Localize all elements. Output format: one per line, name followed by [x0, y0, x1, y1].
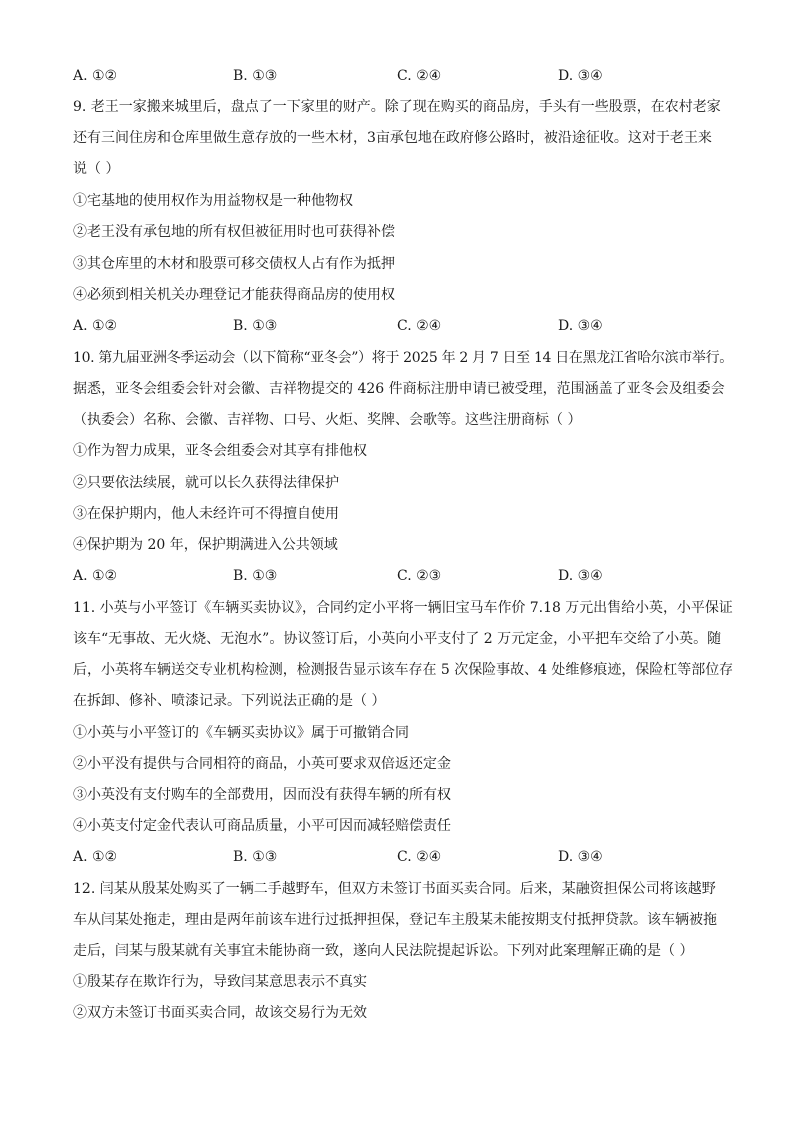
- q9-option-c: C. ②④: [397, 318, 442, 334]
- q9-option-d: D. ③④: [558, 318, 603, 334]
- q11-option-d: D. ③④: [558, 849, 603, 865]
- q11-statement-2: ②小平没有提供与合同相符的商品，小英可要求双倍返还定金: [73, 756, 451, 772]
- q10-statement-3: ③在保护期内，他人未经许可不得擅自使用: [73, 506, 339, 522]
- q11-option-c: C. ②④: [397, 849, 442, 865]
- q11-statement-4: ④小英支付定金代表认可商品质量，小平可因而减轻赔偿责任: [73, 818, 451, 834]
- q10-statement-1: ①作为智力成果，亚冬会组委会对其享有排他权: [73, 443, 367, 459]
- q10-statement-2: ②只要依法续展，就可以长久获得法律保护: [73, 475, 339, 491]
- q8-option-d: D. ③④: [558, 68, 603, 84]
- q9-stem-line: 说（ ）: [73, 161, 120, 177]
- q8-option-c: C. ②④: [397, 68, 442, 84]
- q9-options: [73, 316, 733, 336]
- q10-stem-line: 据悉，亚冬会组委会针对会徽、吉祥物提交的 426 件商标注册申请已被受理，范围涵盖了亚冬会及组委会: [73, 381, 725, 397]
- q10-option-d: D. ③④: [558, 568, 603, 584]
- q11-stem-line: 11. 小英与小平签订《车辆买卖协议》，合同约定小平将一辆旧宝马车作价 7.18 万元出售给小英，小平保证: [73, 600, 733, 616]
- q9-statement-1: ①宅基地的使用权作为用益物权是一种他物权: [73, 193, 353, 209]
- q11-option-b: B. ①③: [233, 849, 278, 865]
- q12-statement-2: ②双方未签订书面买卖合同，故该交易行为无效: [73, 1005, 367, 1021]
- q9-statement-2: ②老王没有承包地的所有权但被征用时也可获得补偿: [73, 224, 395, 240]
- q8-option-b: B. ①③: [233, 68, 278, 84]
- q9-stem-line: 还有三间住房和仓库里做生意存放的一些木材，3亩承包地在政府修公路时，被沿途征收。这对于老王来: [73, 130, 712, 146]
- q9-option-a: A. ①②: [73, 318, 118, 334]
- q10-stem-line: 10. 第九届亚洲冬季运动会（以下简称“亚冬会”）将于 2025 年 2 月 7 日至 14 日在黑龙江省哈尔滨市举行。: [73, 350, 733, 366]
- q9-option-b: B. ①③: [233, 318, 278, 334]
- q12-statement-1: ①殷某存在欺诈行为，导致闫某意思表示不真实: [73, 974, 367, 990]
- q11-options: [73, 847, 733, 867]
- q10-options: [73, 566, 733, 586]
- q8-option-a: A. ①②: [73, 68, 118, 84]
- q9-statement-3: ③其仓库里的木材和股票可移交债权人占有作为抵押: [73, 256, 395, 272]
- q11-stem-line: 该车“无事故、无火烧、无泡水”。协议签订后，小英向小平支付了 2 万元定金，小平把车交给了小英。随: [73, 631, 722, 647]
- q9-statement-4: ④必须到相关机关办理登记才能获得商品房的使用权: [73, 287, 395, 303]
- q11-option-a: A. ①②: [73, 849, 118, 865]
- q12-stem-line: 12. 闫某从殷某处购买了一辆二手越野车，但双方未签订书面买卖合同。后来，某融资担保公司将该越野: [73, 881, 716, 897]
- q10-statement-4: ④保护期为 20 年，保护期满进入公共领域: [73, 537, 338, 553]
- q12-stem-line: 走后，闫某与殷某就有关事宜未能协商一致，遂向人民法院提起诉讼。下列对此案理解正确的是（ ）: [73, 943, 694, 959]
- q9-stem-line: 9. 老王一家搬来城里后，盘点了一下家里的财产。除了现在购买的商品房，手头有一些股票，在农村老家: [73, 99, 721, 115]
- q10-option-c: C. ②③: [397, 568, 442, 584]
- q10-option-b: B. ①③: [233, 568, 278, 584]
- q10-stem-line: （执委会）名称、会徽、吉祥物、口号、火炬、奖牌、会歌等。这些注册商标（ ）: [73, 412, 582, 428]
- q8-options: [73, 66, 733, 86]
- q10-option-a: A. ①②: [73, 568, 118, 584]
- q11-statement-1: ①小英与小平签订的《车辆买卖协议》属于可撤销合同: [73, 725, 409, 741]
- q11-statement-3: ③小英没有支付购车的全部费用，因而没有获得车辆的所有权: [73, 787, 451, 803]
- q11-stem-line: 在拆卸、修补、喷漆记录。下列说法正确的是（ ）: [73, 693, 386, 709]
- q11-stem-line: 后，小英将车辆送交专业机构检测，检测报告显示该车存在 5 次保险事故、4 处维修痕迹，保险杠等部位存: [73, 662, 734, 678]
- q12-stem-line: 车从闫某处拖走，理由是两年前该车进行过抵押担保，登记车主殷某未能按期支付抵押贷款。该车辆被拖: [73, 912, 717, 928]
